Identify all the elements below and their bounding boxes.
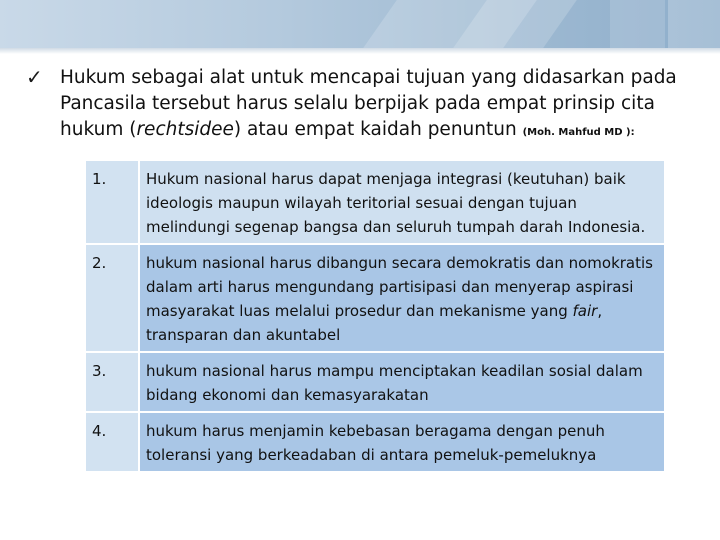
row-text xyxy=(139,244,665,352)
row-text: hukum harus menjamin kebebasan beragama dengan penuh toleransi yang berkeadaban di antara pemeluk-pemeluknya xyxy=(139,412,665,472)
intro-text xyxy=(60,65,706,146)
intro-italic-term: rechtsidee xyxy=(136,119,234,140)
table-row xyxy=(85,412,665,472)
check-icon: ✓ xyxy=(26,65,43,89)
table-row xyxy=(85,352,665,412)
row-number: 1. xyxy=(85,160,139,244)
row-text: Hukum nasional harus dapat menjaga integrasi (keutuhan) baik ideologis maupun wilayah teritorial sesuai dengan tujuan melindungi segenap bangsa dan seluruh tumpah darah Indonesia. xyxy=(139,160,665,244)
row-number: 3. xyxy=(85,352,139,412)
row-text-after: , transparan dan akuntabel xyxy=(146,302,603,344)
header-banner xyxy=(0,0,720,48)
row-text-before: hukum nasional harus dibangun secara demokratis dan nomokratis dalam arti harus mengundang partisipasi dan menyerap aspirasi masyarakat luas melalui prosedur dan mekanisme yang xyxy=(146,254,653,320)
intro-text-before: Hukum sebagai alat untuk mencapai tujuan yang didasarkan pada Pancasila tersebut harus selalu berpijak pada empat prinsip cita hukum ( xyxy=(60,67,677,140)
row-italic-term: fair xyxy=(572,302,598,320)
table-row xyxy=(85,160,665,244)
table-row xyxy=(85,244,665,352)
intro-source: (Moh. Mahfud MD ): xyxy=(522,127,635,138)
intro-text-after: ) atau empat kaidah penuntun xyxy=(233,119,523,140)
row-number: 2. xyxy=(85,244,139,352)
header-decoration xyxy=(610,0,665,48)
row-number: 4. xyxy=(85,412,139,472)
header-decoration xyxy=(668,0,720,48)
principles-table xyxy=(84,159,666,473)
header-shadow xyxy=(0,48,720,54)
row-text: hukum nasional harus mampu menciptakan keadilan sosial dalam bidang ekonomi dan kemasyarakatan xyxy=(139,352,665,412)
